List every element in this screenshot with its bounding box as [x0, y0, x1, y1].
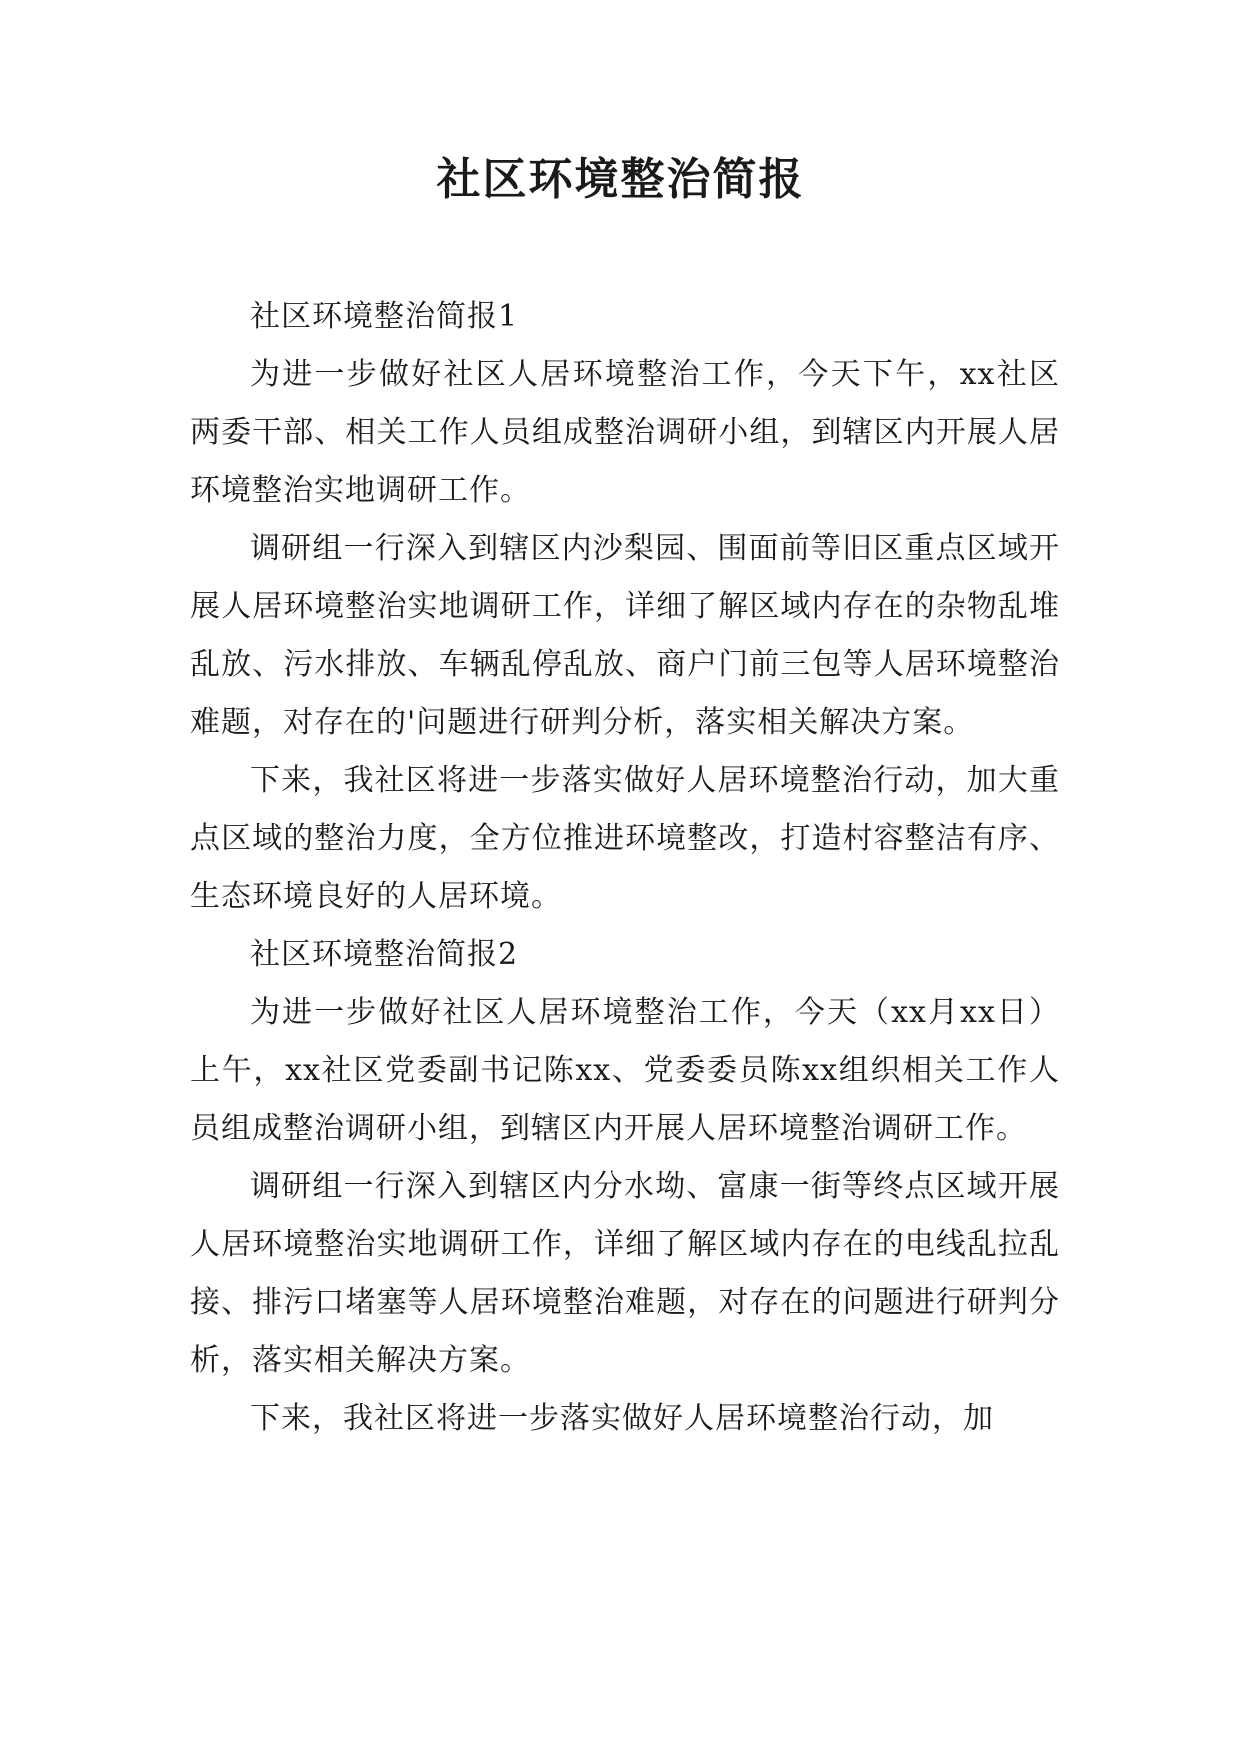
- paragraph: 下来，我社区将进一步落实做好人居环境整治行动，加: [250, 1401, 994, 1436]
- paragraph: 为进一步做好社区人居环境整治工作，今天（xx月xx日）上午，xx社区党委副书记陈xx、党委委员陈xx组织相关工作人员组成整治调研小组，到辖区内开展人居环境整治调研工作。: [190, 995, 1060, 1146]
- document-body: [190, 288, 1060, 1448]
- paragraph: 调研组一行深入到辖区内分水坳、富康一街等终点区域开展人居环境整治实地调研工作，详细了解区域内存在的电线乱拉乱接、排污口堵塞等人居环境整治难题，对存在的问题进行研判分析，落实相关解决方案。: [190, 1169, 1060, 1378]
- section-heading-1: 社区环境整治简报1: [250, 299, 519, 334]
- paragraph: 为进一步做好社区人居环境整治工作，今天下午，xx社区两委干部、相关工作人员组成整治调研小组，到辖区内开展人居环境整治实地调研工作。: [190, 357, 1060, 508]
- section-heading-2: 社区环境整治简报2: [250, 937, 519, 972]
- paragraph: 下来，我社区将进一步落实做好人居环境整治行动，加大重点区域的整治力度，全方位推进环境整改，打造村容整洁有序、生态环境良好的人居环境。: [190, 763, 1060, 914]
- document-title: 社区环境整治简报: [436, 154, 805, 205]
- paragraph: 调研组一行深入到辖区内沙梨园、围面前等旧区重点区域开展人居环境整治实地调研工作，详细了解区域内存在的杂物乱堆乱放、污水排放、车辆乱停乱放、商户门前三包等人居环境整治难题，对存在的'问题进行研判分析，落实相关解决方案。: [190, 531, 1060, 740]
